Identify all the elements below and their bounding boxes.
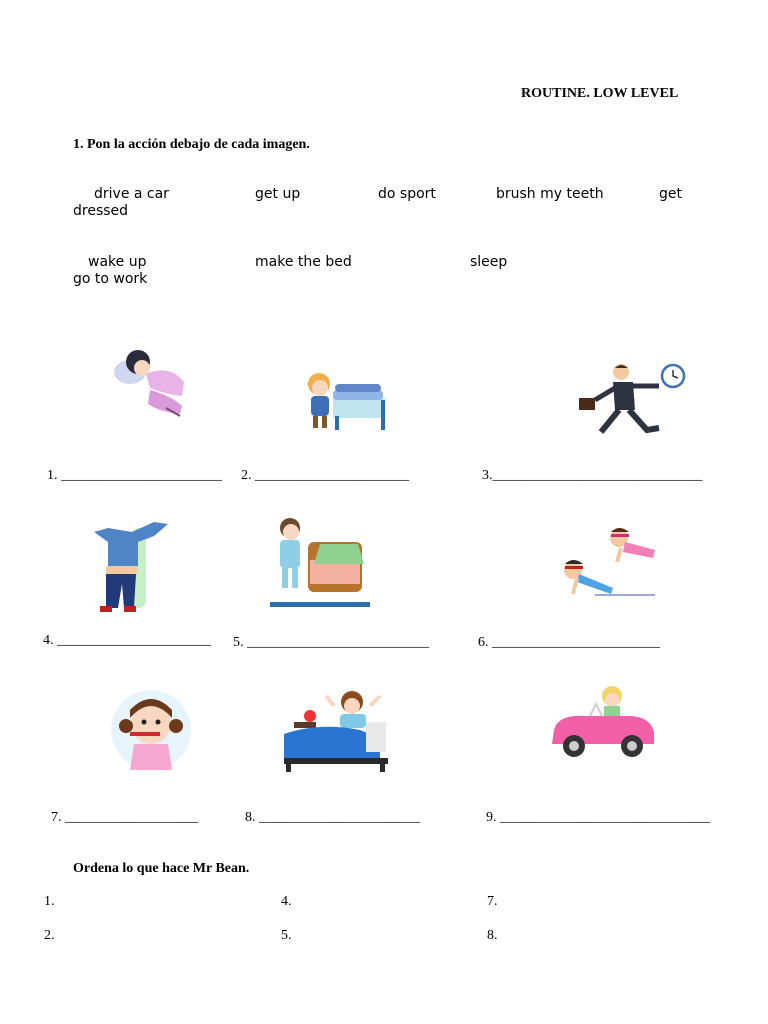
girl-driving-car-picture [546,684,658,764]
answer-line-9[interactable]: 9. ______________________________ [486,810,710,825]
order-number: 8. [487,928,498,943]
order-number: 2. [44,928,55,943]
boy-getting-dressed-picture [88,518,170,618]
order-number: 5. [281,928,292,943]
word-bank-item: make the bed [255,254,352,270]
answer-line-2[interactable]: 2. ______________________ [241,468,409,483]
boy-waking-up-picture [280,686,392,774]
word-bank-item: do sport [378,186,436,202]
answer-line-3[interactable]: 3.______________________________ [482,468,703,483]
answer-line-6[interactable]: 6. ________________________ [478,635,660,650]
word-bank-item: wake up [88,254,147,270]
sleeping-girl-picture [110,344,192,420]
answer-line-1[interactable]: 1. _______________________ [47,468,222,483]
word-bank-item: dressed [73,203,129,219]
exercise-2-instruction: Ordena lo que hace Mr Bean. [73,861,250,876]
word-bank-item: get [659,186,682,202]
page-title: ROUTINE. LOW LEVEL [521,86,679,101]
word-bank-item: drive a car [94,186,169,202]
word-bank-item: brush my teeth [496,186,604,202]
answer-line-7[interactable]: 7. ___________________ [51,810,198,825]
order-number: 4. [281,894,292,909]
order-number: 1. [44,894,55,909]
businessman-running-late-picture [575,362,690,442]
answer-line-5[interactable]: 5. __________________________ [233,635,429,650]
boy-making-bed-picture [295,360,395,434]
boy-getting-up-picture [270,514,370,610]
word-bank-item: sleep [470,254,508,270]
word-bank-item: go to work [73,271,148,287]
answer-line-8[interactable]: 8. _______________________ [245,810,420,825]
girl-brushing-teeth-picture [106,686,196,774]
exercise-1-instruction: 1. Pon la acción debajo de cada imagen. [73,137,310,152]
word-bank-item: get up [255,186,301,202]
kids-doing-sport-picture [555,520,659,600]
order-number: 7. [487,894,498,909]
answer-line-4[interactable]: 4. ______________________ [43,633,211,648]
